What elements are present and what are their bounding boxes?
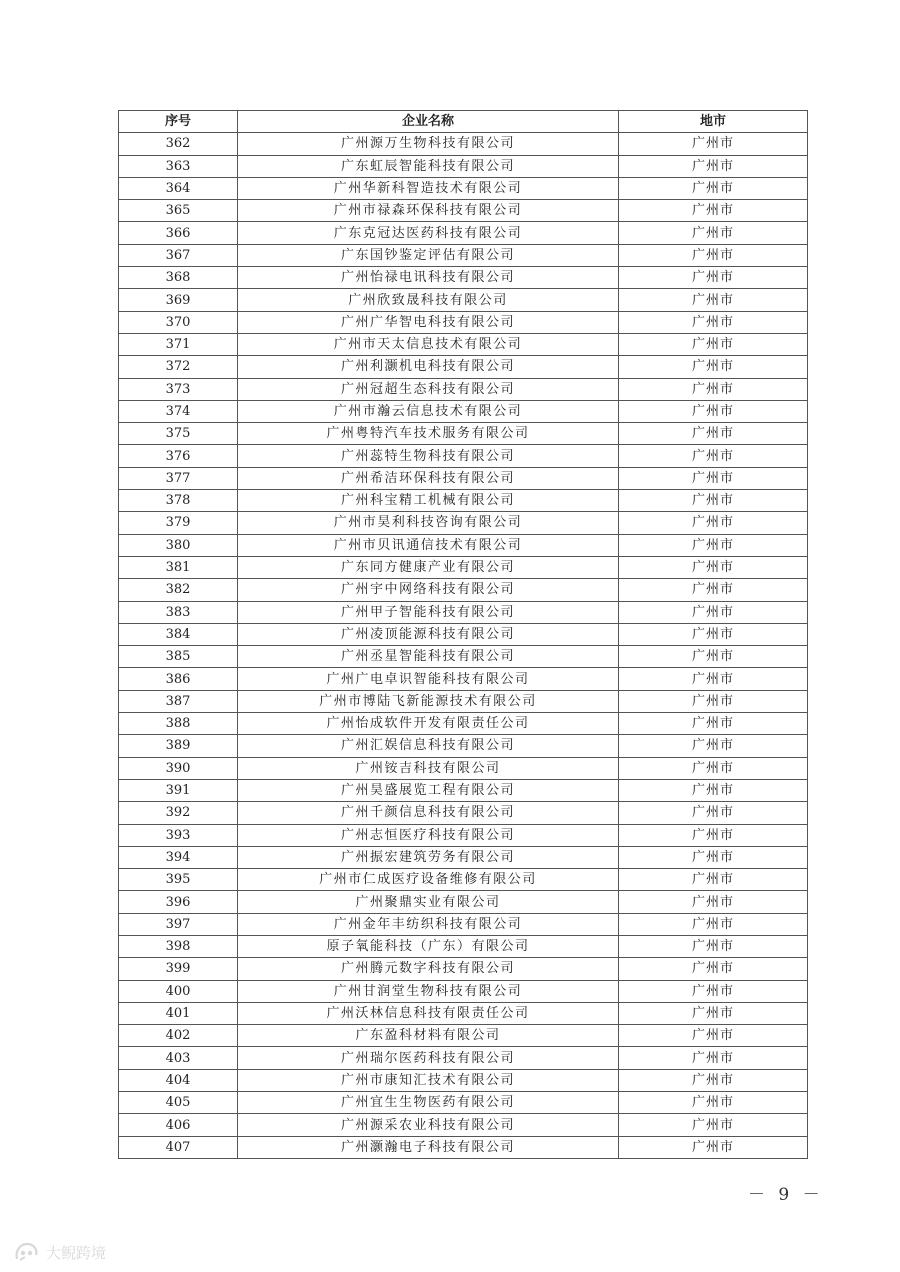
cell-company-name: 原子氧能科技（广东）有限公司 — [238, 935, 619, 957]
cell-city: 广州市 — [619, 869, 808, 891]
table-row — [119, 1069, 808, 1091]
table-row — [119, 935, 808, 957]
cell-city: 广州市 — [619, 311, 808, 333]
cell-index: 396 — [119, 891, 238, 913]
header-city: 地市 — [619, 111, 808, 133]
cell-index: 392 — [119, 802, 238, 824]
cell-company-name: 广州蕊特生物科技有限公司 — [238, 445, 619, 467]
cell-company-name: 广东虹辰智能科技有限公司 — [238, 155, 619, 177]
cell-city: 广州市 — [619, 378, 808, 400]
cell-index: 399 — [119, 958, 238, 980]
cell-index: 407 — [119, 1136, 238, 1158]
table-row — [119, 200, 808, 222]
cell-company-name: 广州科宝精工机械有限公司 — [238, 490, 619, 512]
cell-index: 402 — [119, 1025, 238, 1047]
cell-index: 377 — [119, 467, 238, 489]
header-index: 序号 — [119, 111, 238, 133]
cell-city: 广州市 — [619, 467, 808, 489]
table-row — [119, 824, 808, 846]
cell-company-name: 广州源万生物科技有限公司 — [238, 133, 619, 155]
cell-city: 广州市 — [619, 133, 808, 155]
cell-city: 广州市 — [619, 824, 808, 846]
cell-index: 403 — [119, 1047, 238, 1069]
table-row — [119, 155, 808, 177]
cell-city: 广州市 — [619, 289, 808, 311]
cell-company-name: 广州冠超生态科技有限公司 — [238, 378, 619, 400]
table-row — [119, 400, 808, 422]
table-row — [119, 1136, 808, 1158]
cell-city: 广州市 — [619, 846, 808, 868]
cell-index: 363 — [119, 155, 238, 177]
table-row — [119, 311, 808, 333]
table-row — [119, 646, 808, 668]
table-body — [119, 133, 808, 1159]
cell-city: 广州市 — [619, 423, 808, 445]
table-row — [119, 1114, 808, 1136]
cell-city: 广州市 — [619, 980, 808, 1002]
cell-index: 373 — [119, 378, 238, 400]
cell-city: 广州市 — [619, 534, 808, 556]
cell-index: 383 — [119, 601, 238, 623]
cell-index: 364 — [119, 177, 238, 199]
cell-index: 372 — [119, 356, 238, 378]
cell-company-name: 广州广电卓识智能科技有限公司 — [238, 668, 619, 690]
cell-index: 376 — [119, 445, 238, 467]
cell-index: 382 — [119, 579, 238, 601]
cell-company-name: 广州瑞尔医药科技有限公司 — [238, 1047, 619, 1069]
cell-index: 384 — [119, 623, 238, 645]
cell-company-name: 广州灏瀚电子科技有限公司 — [238, 1136, 619, 1158]
cell-company-name: 广州市禄森环保科技有限公司 — [238, 200, 619, 222]
cell-index: 387 — [119, 690, 238, 712]
cell-city: 广州市 — [619, 445, 808, 467]
cell-city: 广州市 — [619, 356, 808, 378]
table-row — [119, 534, 808, 556]
cell-company-name: 广州利灏机电科技有限公司 — [238, 356, 619, 378]
cell-index: 397 — [119, 913, 238, 935]
cell-city: 广州市 — [619, 222, 808, 244]
cell-index: 400 — [119, 980, 238, 1002]
cell-index: 398 — [119, 935, 238, 957]
cell-company-name: 广州金年丰纺织科技有限公司 — [238, 913, 619, 935]
cell-index: 369 — [119, 289, 238, 311]
cell-index: 401 — [119, 1002, 238, 1024]
cell-city: 广州市 — [619, 579, 808, 601]
cell-company-name: 广州欣致晟科技有限公司 — [238, 289, 619, 311]
cell-city: 广州市 — [619, 958, 808, 980]
table-row — [119, 1002, 808, 1024]
cell-index: 374 — [119, 400, 238, 422]
table-row — [119, 244, 808, 266]
table-row — [119, 378, 808, 400]
cell-city: 广州市 — [619, 757, 808, 779]
cell-city: 广州市 — [619, 891, 808, 913]
cell-city: 广州市 — [619, 333, 808, 355]
cell-index: 406 — [119, 1114, 238, 1136]
cell-index: 378 — [119, 490, 238, 512]
cell-city: 广州市 — [619, 623, 808, 645]
cell-index: 388 — [119, 713, 238, 735]
cell-index: 371 — [119, 333, 238, 355]
cell-index: 404 — [119, 1069, 238, 1091]
table-row — [119, 601, 808, 623]
cell-city: 广州市 — [619, 713, 808, 735]
enterprise-table — [118, 110, 808, 1159]
cell-city: 广州市 — [619, 1069, 808, 1091]
cell-company-name: 广州广华智电科技有限公司 — [238, 311, 619, 333]
cell-city: 广州市 — [619, 1136, 808, 1158]
table-row — [119, 891, 808, 913]
table-row — [119, 423, 808, 445]
cell-company-name: 广州汇娱信息科技有限公司 — [238, 735, 619, 757]
cell-company-name: 广州市仁成医疗设备维修有限公司 — [238, 869, 619, 891]
cell-company-name: 广州怡成软件开发有限责任公司 — [238, 713, 619, 735]
table-row — [119, 333, 808, 355]
table-row — [119, 623, 808, 645]
cell-city: 广州市 — [619, 244, 808, 266]
cell-company-name: 广州华新科智造技术有限公司 — [238, 177, 619, 199]
table-header-row — [119, 111, 808, 133]
table-row — [119, 846, 808, 868]
cell-city: 广州市 — [619, 556, 808, 578]
cell-company-name: 广州希洁环保科技有限公司 — [238, 467, 619, 489]
cell-city: 广州市 — [619, 779, 808, 801]
cell-city: 广州市 — [619, 512, 808, 534]
cell-index: 367 — [119, 244, 238, 266]
page-number: － 9 － — [748, 1185, 824, 1205]
table-row — [119, 133, 808, 155]
cell-index: 394 — [119, 846, 238, 868]
cell-company-name: 广州宇中网络科技有限公司 — [238, 579, 619, 601]
table-row — [119, 267, 808, 289]
cell-company-name: 广州沃林信息科技有限责任公司 — [238, 1002, 619, 1024]
cell-city: 广州市 — [619, 155, 808, 177]
table-row — [119, 289, 808, 311]
table-row — [119, 1092, 808, 1114]
cell-index: 365 — [119, 200, 238, 222]
table-row — [119, 490, 808, 512]
cell-company-name: 广州市贝讯通信技术有限公司 — [238, 534, 619, 556]
table-row — [119, 757, 808, 779]
table-row — [119, 512, 808, 534]
cell-company-name: 广州腾元数字科技有限公司 — [238, 958, 619, 980]
table-row — [119, 356, 808, 378]
cell-city: 广州市 — [619, 690, 808, 712]
cell-company-name: 广州怡禄电讯科技有限公司 — [238, 267, 619, 289]
cell-city: 广州市 — [619, 646, 808, 668]
cell-city: 广州市 — [619, 400, 808, 422]
cell-company-name: 广州振宏建筑劳务有限公司 — [238, 846, 619, 868]
cell-index: 386 — [119, 668, 238, 690]
watermark — [14, 1240, 106, 1264]
cell-index: 370 — [119, 311, 238, 333]
cell-city: 广州市 — [619, 267, 808, 289]
table-row — [119, 713, 808, 735]
cell-index: 391 — [119, 779, 238, 801]
cell-company-name: 广东同方健康产业有限公司 — [238, 556, 619, 578]
cell-city: 广州市 — [619, 1025, 808, 1047]
cell-index: 368 — [119, 267, 238, 289]
watermark-logo-icon — [14, 1241, 40, 1263]
cell-company-name: 广州丞星智能科技有限公司 — [238, 646, 619, 668]
cell-index: 405 — [119, 1092, 238, 1114]
cell-index: 395 — [119, 869, 238, 891]
table-row — [119, 579, 808, 601]
table-row — [119, 779, 808, 801]
cell-company-name: 广东克冠达医药科技有限公司 — [238, 222, 619, 244]
cell-index: 366 — [119, 222, 238, 244]
cell-index: 375 — [119, 423, 238, 445]
cell-index: 385 — [119, 646, 238, 668]
cell-company-name: 广州昊盛展览工程有限公司 — [238, 779, 619, 801]
cell-company-name: 广州千颜信息科技有限公司 — [238, 802, 619, 824]
cell-city: 广州市 — [619, 177, 808, 199]
cell-company-name: 广东国钞鉴定评估有限公司 — [238, 244, 619, 266]
cell-index: 393 — [119, 824, 238, 846]
cell-city: 广州市 — [619, 735, 808, 757]
table-row — [119, 980, 808, 1002]
cell-company-name: 广州市天太信息技术有限公司 — [238, 333, 619, 355]
table-row — [119, 1025, 808, 1047]
cell-city: 广州市 — [619, 1114, 808, 1136]
cell-company-name: 广州聚鼎实业有限公司 — [238, 891, 619, 913]
table-row — [119, 467, 808, 489]
table-row — [119, 690, 808, 712]
cell-city: 广州市 — [619, 668, 808, 690]
table-row — [119, 222, 808, 244]
table-row — [119, 177, 808, 199]
table-row — [119, 556, 808, 578]
cell-index: 362 — [119, 133, 238, 155]
cell-index: 379 — [119, 512, 238, 534]
cell-city: 广州市 — [619, 490, 808, 512]
cell-city: 广州市 — [619, 913, 808, 935]
cell-city: 广州市 — [619, 935, 808, 957]
table-row — [119, 1047, 808, 1069]
table-row — [119, 958, 808, 980]
cell-company-name: 广州甲子智能科技有限公司 — [238, 601, 619, 623]
table-row — [119, 735, 808, 757]
cell-company-name: 广州铵吉科技有限公司 — [238, 757, 619, 779]
cell-company-name: 广州粤特汽车技术服务有限公司 — [238, 423, 619, 445]
cell-company-name: 广州市博陆飞新能源技术有限公司 — [238, 690, 619, 712]
cell-company-name: 广州市康知汇技术有限公司 — [238, 1069, 619, 1091]
table-row — [119, 445, 808, 467]
header-name: 企业名称 — [238, 111, 619, 133]
cell-index: 389 — [119, 735, 238, 757]
cell-company-name: 广州甘润堂生物科技有限公司 — [238, 980, 619, 1002]
table-row — [119, 913, 808, 935]
cell-company-name: 广州志恒医疗科技有限公司 — [238, 824, 619, 846]
cell-company-name: 广州市昊利科技咨询有限公司 — [238, 512, 619, 534]
table-row — [119, 869, 808, 891]
cell-company-name: 广州市瀚云信息技术有限公司 — [238, 400, 619, 422]
cell-company-name: 广东盈科材料有限公司 — [238, 1025, 619, 1047]
cell-city: 广州市 — [619, 200, 808, 222]
cell-company-name: 广州源采农业科技有限公司 — [238, 1114, 619, 1136]
cell-city: 广州市 — [619, 601, 808, 623]
cell-company-name: 广州凌顶能源科技有限公司 — [238, 623, 619, 645]
cell-company-name: 广州宜生生物医药有限公司 — [238, 1092, 619, 1114]
watermark-text: 大鲵跨境 — [46, 1243, 107, 1262]
table-row — [119, 802, 808, 824]
cell-index: 390 — [119, 757, 238, 779]
cell-city: 广州市 — [619, 1092, 808, 1114]
cell-city: 广州市 — [619, 802, 808, 824]
cell-index: 380 — [119, 534, 238, 556]
cell-city: 广州市 — [619, 1002, 808, 1024]
table-row — [119, 668, 808, 690]
cell-index: 381 — [119, 556, 238, 578]
cell-city: 广州市 — [619, 1047, 808, 1069]
